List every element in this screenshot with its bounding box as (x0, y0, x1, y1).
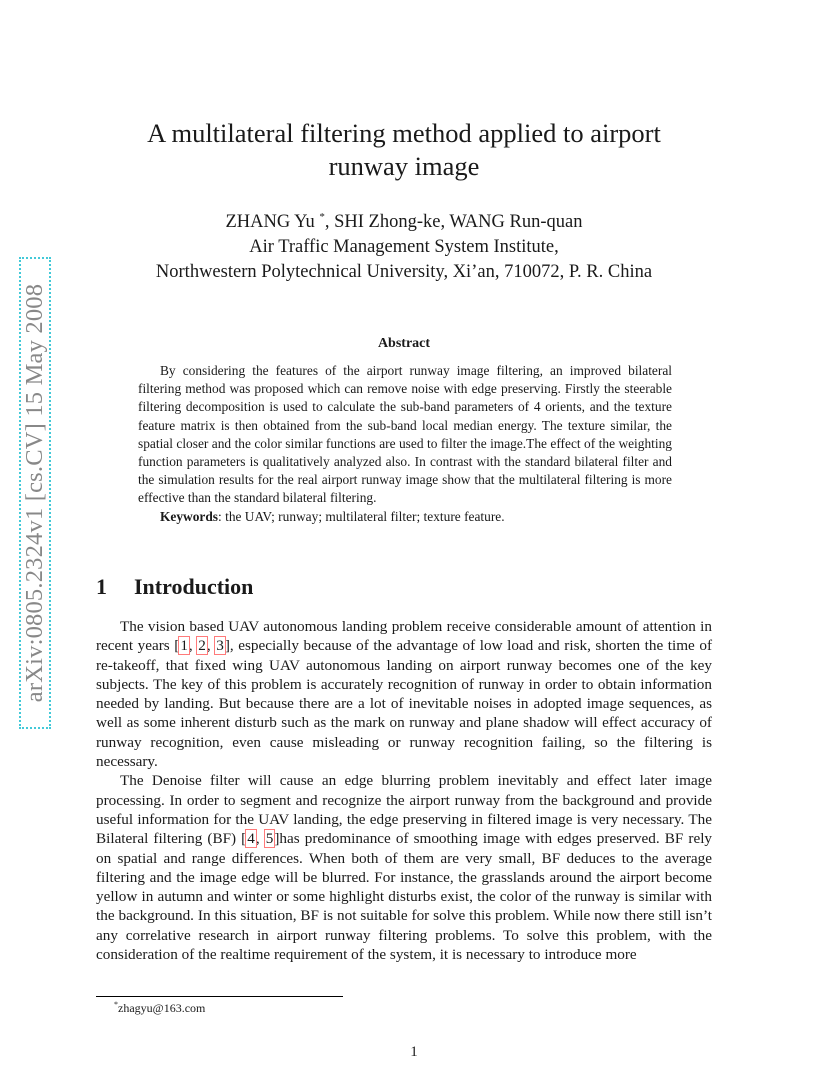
paragraph-2-text-b: ]has predominance of smoothing image with edges preserved. BF rely on spatial and range differences. When both of them are very small, BF deduces to the average filtering and the image edge will be blurred. For instance, the grasslands around the airport become yellow in autumn and winter or some highlight disturbs exist, the color of the runway is similar with the background. In this situation, BF is not suitable for solve this problem. While now there still isn’t any correlative research in airport runway filtering problems. To solve this problem, with the consideration of the realtime requirement of the system, it is necessary to introduce more (96, 830, 713, 964)
affiliation-line-1: Air Traffic Management System Institute, (249, 237, 559, 257)
paragraph-2-text-a: The Denoise filter will cause an edge blurring problem inevitably and effect later image processing. In order to segment and recognize the airport runway from the background and provide useful information for the UAV landing, the edge preserving in filtered image is very necessary. The Bilateral filtering (BF) [ (96, 772, 712, 848)
author-names (96, 205, 712, 235)
citation-separator: , (255, 830, 265, 848)
paragraph-1-text-a: The vision based UAV autonomous landing problem receive considerable amount of attention in recent years [ (96, 618, 712, 655)
citation-separator: , (188, 637, 198, 655)
abstract-body (138, 362, 672, 526)
keywords-text: : the UAV; runway; multilateral filter; texture feature. (218, 508, 505, 524)
arxiv-identifier[interactable]: arXiv:0805.2324v1 [cs.CV] 15 May 2008 (21, 283, 48, 703)
author-footnote-mark[interactable]: * (319, 211, 325, 223)
footnote-mark: * (114, 1000, 118, 1009)
keywords-line (138, 508, 672, 526)
citation-link-2[interactable]: 2 (198, 637, 206, 655)
paragraph-1 (96, 617, 712, 771)
section-heading (96, 574, 253, 600)
affiliation-line-2: Northwestern Polytechnical University, Xi’an, 710072, P. R. China (155, 262, 653, 282)
introduction-body (96, 617, 712, 964)
paper-title (96, 117, 712, 183)
author-block (96, 205, 712, 285)
citation-link-3[interactable]: 3 (216, 637, 224, 655)
title-line-2: runway image (328, 151, 480, 181)
footnote (114, 1000, 205, 1016)
footnote-email: zhagyu@163.com (118, 1001, 206, 1015)
keywords-label: Keywords (160, 508, 219, 524)
section-title: Introduction (134, 574, 254, 599)
citation-link-1[interactable]: 1 (180, 637, 188, 655)
paragraph-2 (96, 771, 712, 964)
citation-link-5[interactable]: 5 (265, 830, 274, 848)
page-number: 1 (410, 1044, 418, 1060)
footnote-divider (96, 996, 343, 997)
author-names-after: , SHI Zhong-ke, WANG Run-quan (324, 212, 583, 232)
paragraph-1-text-b: ], especially because of the advantage of low load and risk, shorten the time of re-takeoff, that fixed wing UAV autonomous landing on airport runway becomes one of the key subjects. The key of this problem is accurately recognition of runway in order to obtain information needed by landing. But because there are a lot of inevitable noises in adopted image sequences, as well as some inherent disturb such as the mark on runway and plane shadow will effect accuracy of runway recognition, even cause misleading or runway recognition failing, so the filtering is necessary. (96, 637, 712, 771)
section-number: 1 (96, 574, 107, 599)
title-line-1: A multilateral filtering method applied to airport (147, 118, 661, 148)
abstract-heading: Abstract (377, 336, 431, 351)
citation-link-4[interactable]: 4 (247, 830, 255, 848)
citation-separator: , (206, 637, 216, 655)
abstract-text: By considering the features of the airport runway image filtering, an improved bilateral filtering method was proposed which can remove noise with edge preserving. Firstly the steerable filtering decomposition is used to calculate the sub-band parameters of 4 orients, and the texture feature matrix is then obtained from the sub-band local median energy. The texture similar, the spatial closer and the color similar functions are used to filter the image.The effect of the weighting function parameters is qualitatively analyzed also. In contrast with the standard bilateral filter and the simulation results for the real airport runway image show that the multilateral filtering is more effective than the standard bilateral filtering. (138, 363, 672, 506)
author-names-before: ZHANG Yu (225, 212, 320, 232)
arxiv-stamp (19, 257, 51, 729)
